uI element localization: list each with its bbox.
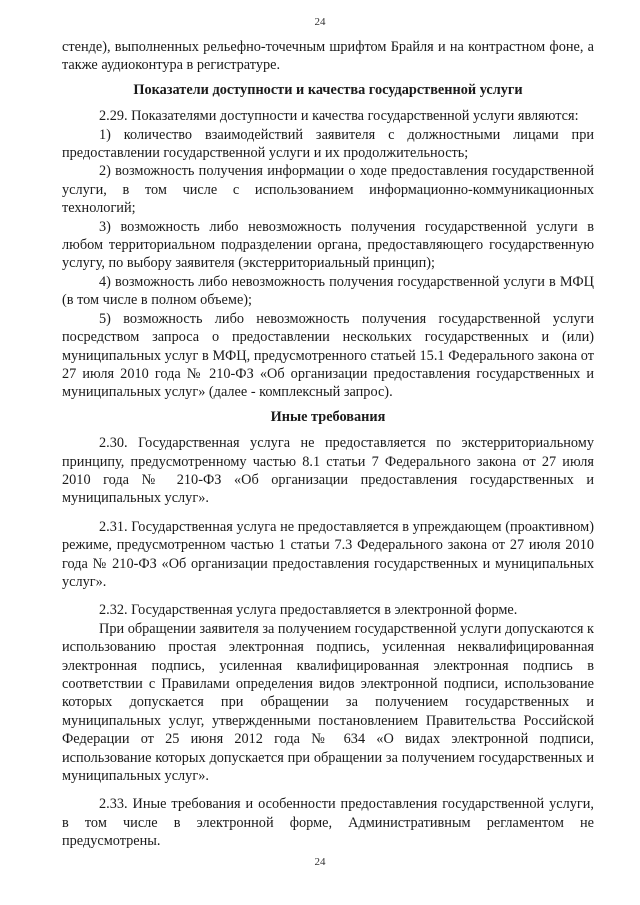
list-item-4: 4) возможность либо невозможность получения государственной услуги в МФЦ (в том числе в полном объеме);	[62, 273, 594, 309]
list-item-2: 2) возможность получения информации о ходе предоставления государственной услуги, в том числе с использованием информационно-коммуникационных технологий;	[62, 163, 594, 217]
page-number-bottom: 24	[314, 856, 326, 868]
paragraph-2-32: 2.32. Государственная услуга предоставляется в электронной форме.	[99, 602, 518, 619]
paragraph-2-30: 2.30. Государственная услуга не предоставляется по экстерриториальному принципу, предусмотренному частью 8.1 статьи 7 Федерального закона от 27 июля 2010 года № 210-ФЗ «Об организации предоставления государственных и муниципальных услуг».	[62, 435, 594, 507]
document-body	[62, 38, 594, 851]
list-item-5: 5) возможность либо невозможность получения государственной услуги посредством запроса о предоставлении нескольких государственных и (или) муниципальных услуг в МФЦ, предусмотренного статьей 15.1 Федерального закона от 27 июля 2010 года № 210-ФЗ «Об организации предоставления государственных и муниципальных услуг» (далее - комплексный запрос).	[62, 310, 594, 401]
paragraph-2-33: 2.33. Иные требования и особенности предоставления государственной услуги, в том числе в электронной форме, Административным регламентом не предусмотрены.	[62, 796, 594, 850]
paragraph-2-29: 2.29. Показателями доступности и качества государственной услуги являются:	[99, 108, 579, 125]
intro-paragraph: стенде), выполненных рельефно-точечным шрифтом Брайля и на контрастном фоне, а также аудиоконтура в регистратуре.	[62, 39, 594, 74]
page-number-top: 24	[314, 16, 326, 28]
paragraph-2-31: 2.31. Государственная услуга не предоставляется в упреждающем (проактивном) режиме, предусмотренном частью 1 статьи 7.3 Федерального закона от 27 июля 2010 года № 210-ФЗ «Об организации предоставления государственных и муниципальных услуг».	[62, 518, 594, 590]
section-heading-quality: Показатели доступности и качества государственной услуги	[133, 81, 523, 98]
list-item-3: 3) возможность либо невозможность получения государственной услуги в любом территориальном подразделении органа, предоставляющего государственную услугу, по выбору заявителя (экстерриториальный принцип);	[62, 218, 594, 272]
section-heading-other: Иные требования	[270, 408, 386, 425]
paragraph-signature: При обращении заявителя за получением государственной услуги допускаются к использованию простая электронная подпись, усиленная неквалифицированная электронная подпись, усиленная квалифицированная электронная подпись в соответствии с Правилами определения видов электронной подписи, использование которых допускается при обращении за получением государственных и муниципальных услуг, утвержденными постановлением Правительства Российской Федерации от 25 июня 2012 года № 634 «О видах электронной подписи, использование которых допускается при обращении за получением государственных и муниципальных услуг».	[62, 620, 594, 785]
list-item-1: 1) количество взаимодействий заявителя с должностными лицами при предоставлении государственной услуги и их продолжительность;	[62, 126, 594, 162]
